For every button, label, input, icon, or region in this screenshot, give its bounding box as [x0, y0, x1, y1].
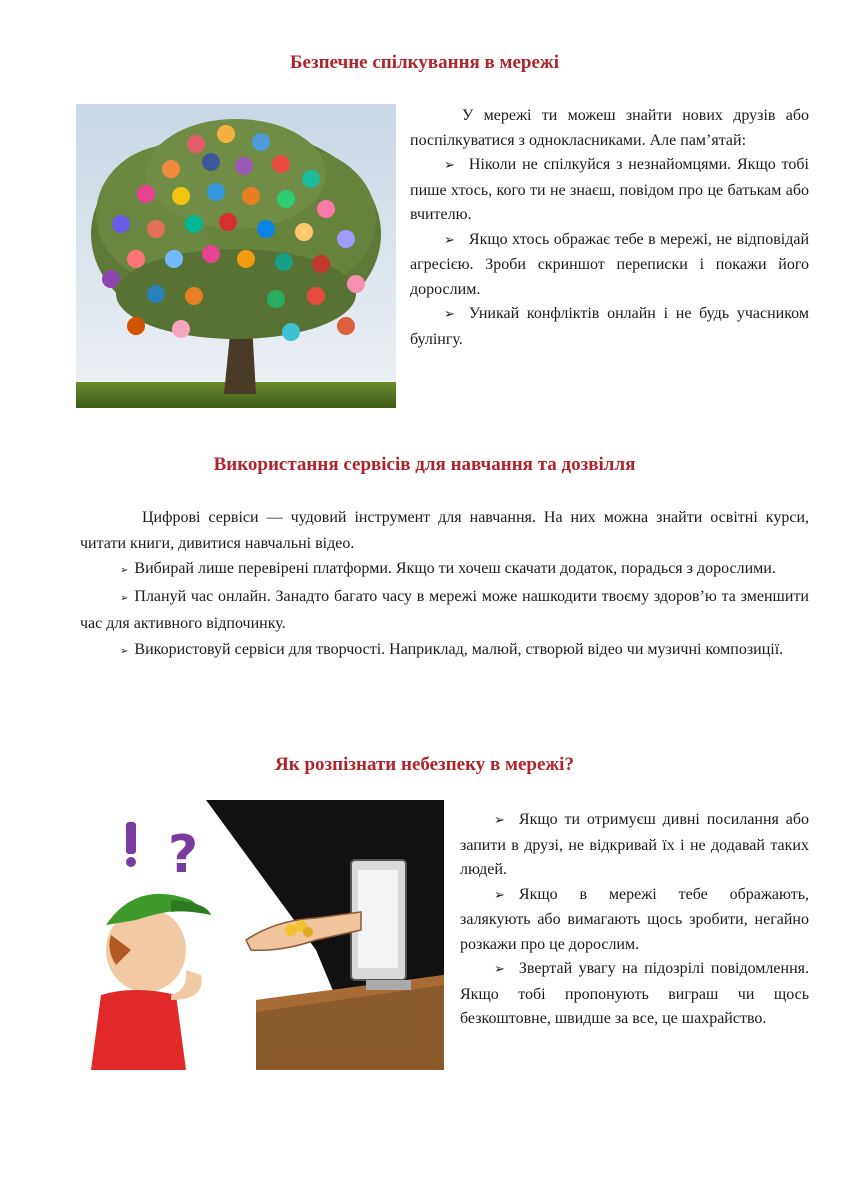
- list-item: ➢ Вибирай лише перевірені платформи. Якщо ти хочеш скачати додаток, порадься з дорослими.: [120, 560, 776, 577]
- svg-text:?: ?: [168, 825, 199, 885]
- list-item: ➢ Уникай конфліктів онлайн і не будь учасником булінгу.: [410, 305, 809, 348]
- list-item: ➢ Ніколи не спілкуйся з незнайомцями. Якщо тобі пише хтось, кого ти не знаєш, повідом про це батькам або вчителю.: [410, 156, 809, 223]
- section-3-text: [460, 808, 809, 1032]
- section-2-heading: Використання сервісів для навчання та дозвілля: [213, 454, 636, 475]
- arrow-bullet-icon: ➢: [494, 962, 505, 977]
- arrow-bullet-icon: ➢: [494, 887, 505, 903]
- arrow-bullet-icon: ➢: [444, 158, 455, 173]
- list-item: ➢ Якщо хтось ображає тебе в мережі, не відповідай агресією. Зроби скриншот переписки і покажи його дорослим.: [410, 230, 809, 298]
- list-item: ➢ Якщо ти отримуєш дивні посилання або запити в друзі, не відкривай їх і не додавай таких людей.: [460, 811, 809, 878]
- arrow-bullet-icon: ➢: [494, 813, 505, 828]
- list-item: ➢ Плануй час онлайн. Занадто багато часу в мережі може нашкодити твоєму здоров’ю та зменшити час для активного відпочинку.: [80, 587, 809, 632]
- arrow-bullet-icon: ➢: [444, 307, 455, 322]
- section-1-heading: Безпечне спілкування в мережі: [289, 52, 559, 73]
- social-media-tree-image: [76, 104, 396, 408]
- arrow-bullet-icon: ➢: [120, 592, 129, 604]
- list-item: ➢ Використовуй сервіси для творчості. Наприклад, малюй, створюй відео чи музичні композиції.: [120, 640, 784, 658]
- list-item: ➢ Якщо в мережі тебе ображають, залякують або вимагають щось зробити, негайно розкажи про це дорослим.: [460, 885, 809, 953]
- list-item: ➢ Звертай увагу на підозрілі повідомлення. Якщо тобі пропонують виграш чи щось безкоштовне, швидше за все, це шахрайство.: [460, 960, 809, 1027]
- section-3-heading: Як розпізнати небезпеку в мережі?: [275, 754, 574, 775]
- arrow-bullet-icon: ➢: [444, 232, 455, 248]
- section-1-intro: У мережі ти можеш знайти нових друзів або поспілкуватися з однокласниками. Але пам’ятай:: [410, 107, 809, 149]
- arrow-bullet-icon: ➢: [120, 645, 129, 657]
- section-1-text: [410, 104, 809, 352]
- section-2-text: [80, 505, 809, 664]
- boy-computer-hand-image: [76, 800, 444, 1070]
- section-2-intro: Цифрові сервіси — чудовий інструмент для навчання. На них можна знайти освітні курси, читати книги, дивитися навчальні відео.: [80, 509, 809, 552]
- arrow-bullet-icon: ➢: [120, 565, 129, 576]
